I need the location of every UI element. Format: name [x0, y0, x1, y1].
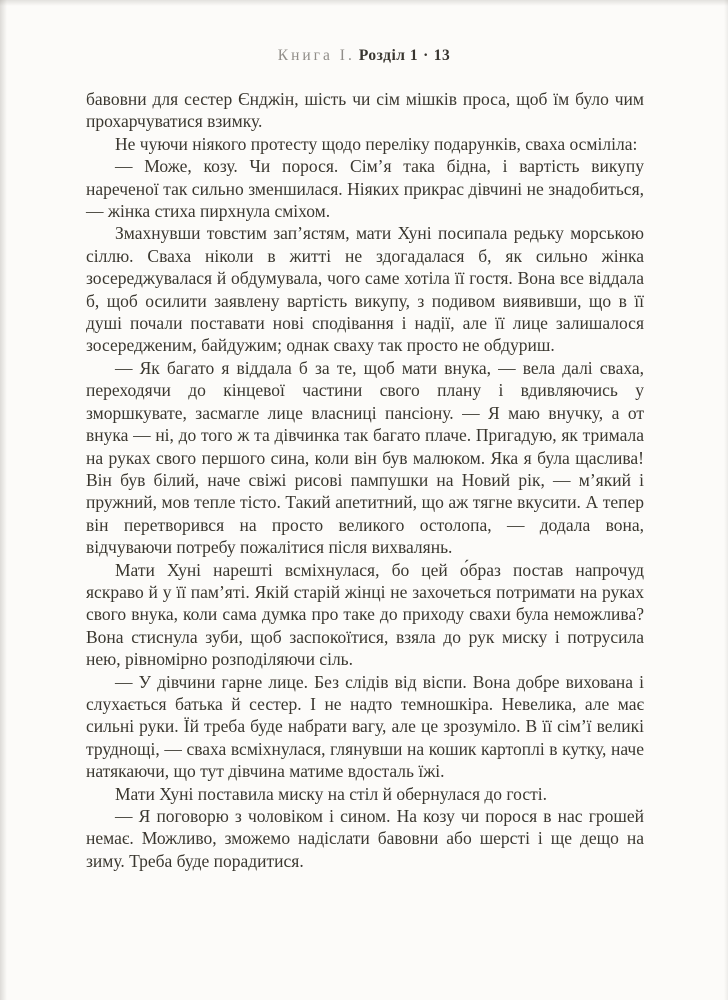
page-number: 13: [433, 47, 451, 64]
scan-edge-top: [0, 0, 728, 6]
scan-edge-right: [724, 0, 728, 1000]
paragraph: бавовни для сестер Єнджін, шість чи сім мішків проса, щоб їм було чим прохарчуватися взимку.: [86, 89, 644, 132]
paragraph: — Як багато я віддала б за те, щоб мати внука, — вела далі сваха, переходячи до кінцевої частини свого плану і вдивляючись у зморшкувате, засмагле лице власниці пансіону. — Я маю внучку, а от внука — ні, до того ж та дівчинка так багато плаче. Пригадую, як тримала на руках свого першого сина, коли він був малюком. Яка я була щаслива! Він був білий, наче свіжі рисові пампушки на Новий рік, — м’який і пружний, мов тепле тісто. Такий апетитний, що аж тягне вкусити. А тепер він перетворився на просто великого остолопа, — додала вона, відчуваючи потребу пожалітися після вихвалянь.: [86, 357, 644, 558]
running-head-book-label: Книга I.: [277, 47, 355, 64]
running-head-chapter-label: Розділ 1: [358, 47, 419, 64]
body-text: [86, 88, 644, 872]
paragraph: — Я поговорю з чоловіком і сином. На козу чи порося в нас грошей немає. Можливо, зможемо надіслати бавовни або шерсті і ще дещо на зиму. Треба буде порадитися.: [86, 806, 644, 871]
paragraph: Не чуючи ніякого протесту щодо переліку подарунків, сваха осміліла:: [115, 133, 638, 154]
running-head-separator: ·: [423, 47, 429, 64]
paragraph: Мати Хуні нарешті всміхнулася, бо цей о́браз постав напрочуд яскраво й у її пам’яті. Якій старій жінці не захочеться потримати на руках свого внука, коли сама думка про таке до приходу свахи була неможлива? Вона стиснула зуби, щоб заспокоїтися, взяла до рук миску і потрусила нею, рівномірно розподіляючи сіль.: [86, 559, 644, 670]
paragraph: Мати Хуні поставила миску на стіл й обернулася до гості.: [115, 783, 547, 804]
paragraph: Змахнувши товстим зап’ястям, мати Хуні посипала редьку морською сіллю. Сваха ніколи в житті не здогадалася б, як сильно жінка зосереджувалася й обдумувала, чого саме хотіла її гостя. Вона все віддала б, щоб осилити заявлену вартість викупу, з подивом виявивши, що в її душі почали поставати нові сподівання і надії, але її лице залишалося зосередженим, байдужим; однак сваху так просто не обдуриш.: [86, 223, 644, 356]
paragraph: — У дівчини гарне лице. Без слідів від віспи. Вона добре вихована і слухається батька й сестер. І не надто темношкіра. Невелика, але має сильні руки. Їй треба буде набрати вагу, але це зрозуміло. В її сім’ї великі труднощі, — сваха всміхнулася, глянувши на кошик картоплі в кутку, наче натякаючи, що тут дівчина матиме вдосталь їжі.: [86, 671, 644, 782]
running-head-chapter-group: [359, 47, 450, 64]
running-header: [0, 46, 728, 66]
scan-edge-left: [0, 0, 7, 1000]
paragraph: — Може, козу. Чи порося. Сім’я така бідна, і вартість викупу нареченої так сильно зменшилася. Ніяких прикрас дівчині не знадобиться, — жінка стиха пирхнула сміхом.: [86, 156, 644, 222]
